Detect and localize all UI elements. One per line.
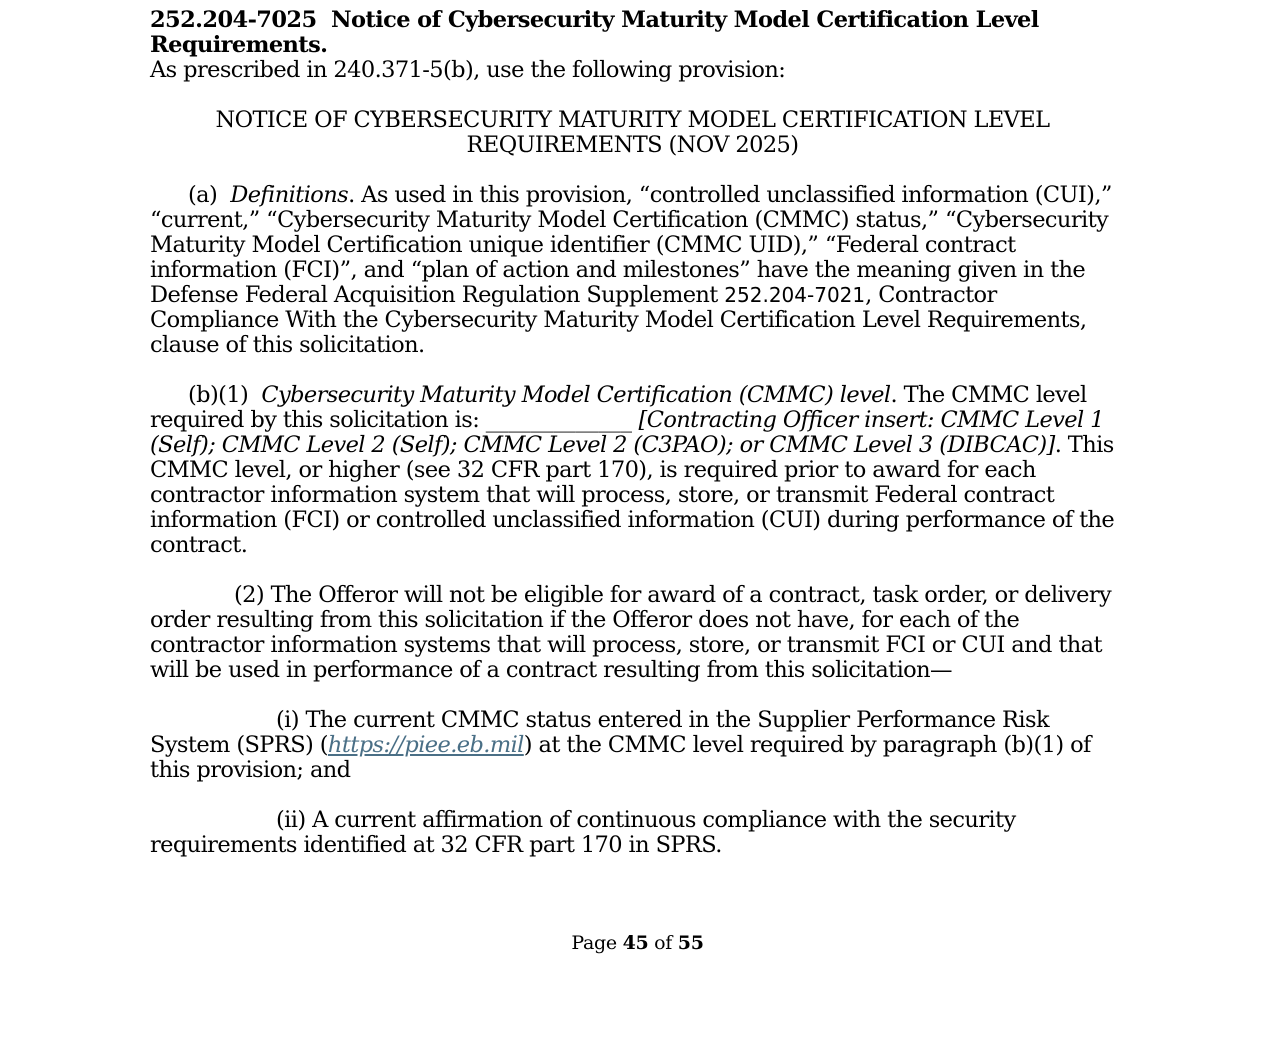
paragraph-b2: (2) The Offeror will not be eligible for award of a contract, task order, or delivery order resulting from this solicitation if the Offeror does not have, for each of the contractor information systems that will process, store, or transmit FCI or CUI and that will be used in performance of a contract resulting from this solicitation— bbox=[150, 582, 1112, 683]
paragraph-b1 bbox=[150, 383, 1115, 558]
total-pages: 55 bbox=[677, 932, 704, 954]
paragraph-b1-text: . The CMMC level required by this solicitation is: bbox=[150, 382, 1087, 433]
fill-in-blank: _____________ bbox=[485, 407, 632, 433]
paragraph-i-text: (i) The current CMMC status entered in the Supplier Performance Risk System (SPRS) ( bbox=[150, 707, 1049, 758]
paragraph-b1-text-end: . This CMMC level, or higher (see 32 CFR part 170), is required prior to award for each contractor information system that will process, store, or transmit Federal contract information (FCI) or controlled unclassified information (CUI) during performance of the contract. bbox=[150, 432, 1115, 558]
document-body bbox=[150, 8, 1115, 883]
current-page-number: 45 bbox=[622, 932, 649, 954]
dfars-reference: 252.204-7021 bbox=[724, 283, 866, 307]
paragraph-a-text: . As used in this provision, “controlled unclassified information (CUI),” “current,” “Cybersecurity Maturity Model Certification (CMMC) status,” “Cybersecurity Maturity Model Certification unique identifier (CMMC UID),” “Federal contract information (FCI)”, and “plan of action and milestones” have the meaning given in the Defense Federal Acquisition Regulation Supplement bbox=[150, 182, 1112, 308]
paragraph-a-text-end: , Contractor Compliance With the Cybersecurity Maturity Model Certification Level Requirements, clause of this solicitation. bbox=[150, 282, 1087, 358]
paragraph-a-label: (a) bbox=[188, 182, 218, 208]
section-number: 252.204-7025 bbox=[150, 7, 317, 33]
section-heading bbox=[150, 8, 1115, 58]
paragraph-b1-label: (b)(1) bbox=[188, 382, 249, 408]
prescription-intro: As prescribed in 240.371-5(b), use the following provision: bbox=[150, 57, 786, 83]
provision-title: NOTICE OF CYBERSECURITY MATURITY MODEL CERTIFICATION LEVEL REQUIREMENTS (NOV 2025) bbox=[215, 107, 1050, 158]
paragraph-b1-term: Cybersecurity Maturity Model Certification (CMMC) level bbox=[261, 382, 891, 408]
paragraph-a bbox=[150, 183, 1115, 358]
paragraph-b2-ii: (ii) A current affirmation of continuous compliance with the security requirements identified at 32 CFR part 170 in SPRS. bbox=[150, 807, 1016, 858]
paragraph-b2-i bbox=[150, 708, 1115, 783]
of-word: of bbox=[648, 932, 678, 954]
paragraph-a-term: Definitions bbox=[230, 182, 349, 208]
page-word: Page bbox=[571, 932, 623, 954]
paragraph-i-text-end: ) at the CMMC level required by paragraph (b)(1) of this provision; and bbox=[150, 732, 1091, 783]
contracting-officer-note: [Contracting Officer insert: CMMC Level 1 (Self); CMMC Level 2 (Self); CMMC Level 2 (C3PAO); or CMMC Level 3 (DIBCAC)] bbox=[150, 407, 1104, 458]
sprs-link[interactable]: https://piee.eb.mil bbox=[327, 732, 524, 758]
section-title: Notice of Cybersecurity Maturity Model Certification Level Requirements. bbox=[150, 7, 1039, 58]
page-footer bbox=[0, 932, 1275, 954]
